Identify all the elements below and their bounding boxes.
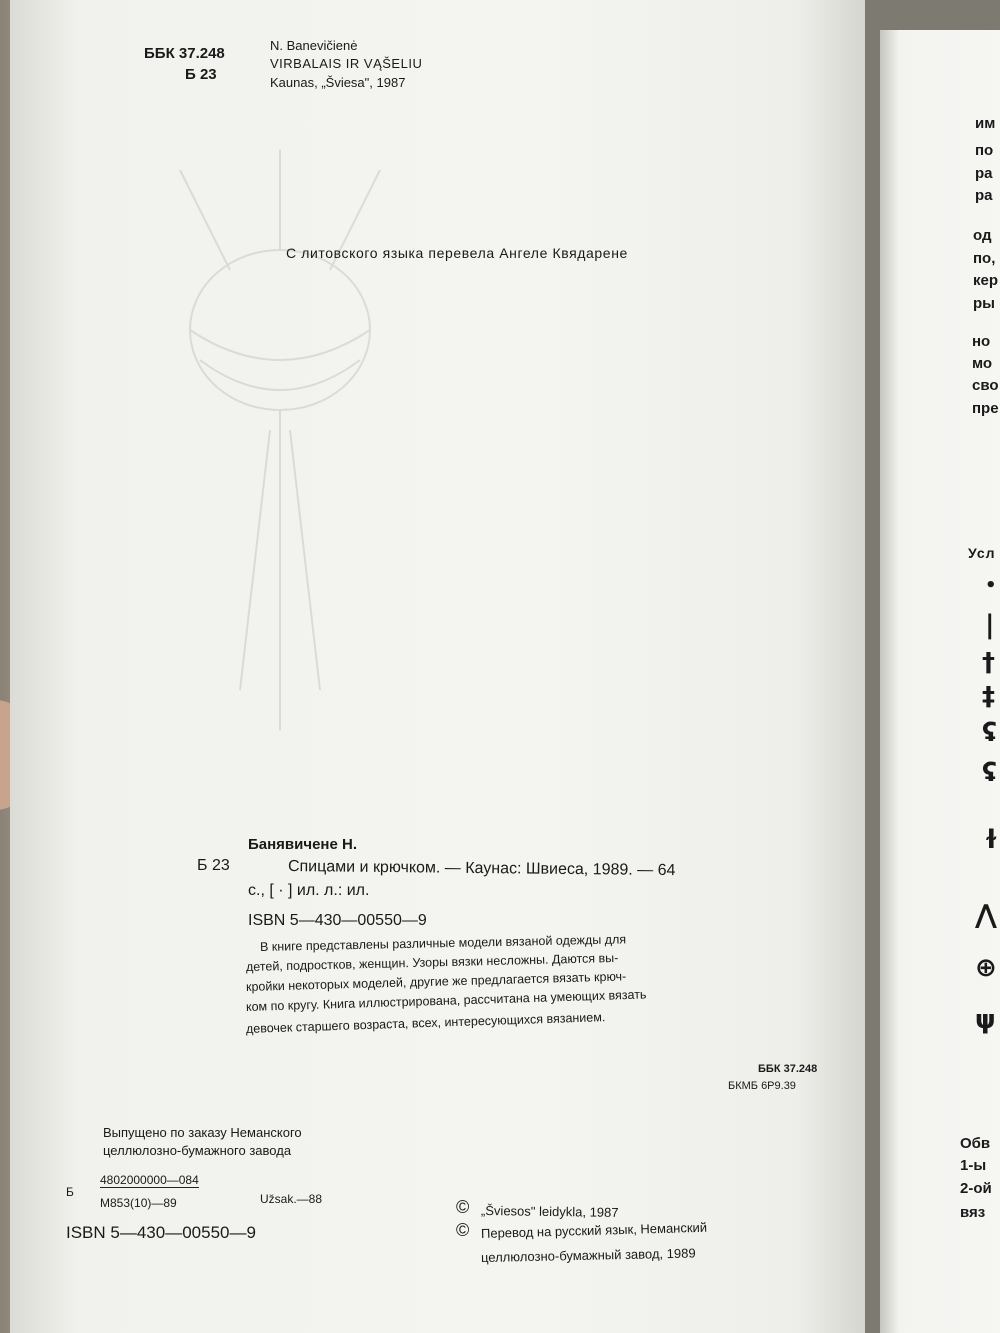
copyright-symbol-2: © xyxy=(456,1220,470,1240)
next-page-text: пре xyxy=(972,400,999,417)
double-crochet-symbol-icon: ‡ xyxy=(982,682,995,712)
next-page-text: сво xyxy=(972,377,999,394)
next-page-bottom-text: 1-ы xyxy=(960,1157,987,1174)
copyright-line-3: целлюлозно-бумажный завод, 1989 xyxy=(480,1245,696,1265)
next-page-bottom-text: вяз xyxy=(960,1204,986,1221)
next-page-text: им xyxy=(975,115,996,132)
original-title: VIRBALAIS IR VĄŠELIU xyxy=(270,56,423,71)
price-code: 4802000000—084 xyxy=(100,1173,199,1187)
shell-symbol-icon: ψ xyxy=(975,1005,996,1035)
next-page-bottom-text: Обв xyxy=(960,1135,991,1152)
m-code: М853(10)—89 xyxy=(100,1196,177,1210)
book-page xyxy=(10,0,865,1333)
dot-symbol-icon: • xyxy=(985,575,997,596)
hook-symbol-icon: ʢ xyxy=(982,718,997,748)
next-page-heading: Усл xyxy=(968,545,996,561)
bbk-code: ББК 37.248 xyxy=(144,45,225,62)
card-bbk: ББК 37.248 xyxy=(758,1063,818,1075)
next-page-text: мо xyxy=(972,355,993,372)
catalog-isbn: ISBN 5—430—00550—9 xyxy=(248,912,427,929)
translator-credit: С литовского языка перевела Ангеле Квядарене xyxy=(286,245,628,261)
copyright-symbol-1: © xyxy=(456,1197,470,1217)
copyright-line-2: Перевод на русский язык, Неманский xyxy=(480,1219,708,1241)
bottom-b: Б xyxy=(66,1185,74,1199)
next-page-text: по, xyxy=(973,250,996,267)
next-page-text: ры xyxy=(973,295,995,312)
catalog-author: Банявичене Н. xyxy=(248,836,357,853)
card-bkmb: БКМБ 6Р9.39 xyxy=(728,1080,796,1092)
next-page-edge xyxy=(880,30,1000,1333)
abstract-line-1: В книге представлены различные модели вязаной одежды для xyxy=(259,932,627,954)
order-line-1: Выпущено по заказу Неманского xyxy=(103,1125,302,1140)
order-number: Užsak.—88 xyxy=(260,1192,323,1206)
next-page-text: од xyxy=(973,227,992,244)
hook-symbol-2-icon: ʢ xyxy=(982,758,997,788)
loop-symbol-icon: ɫ xyxy=(984,825,999,855)
abstract-line-2: детей, подростков, женщин. Узоры вязки несложны. Даются вы- xyxy=(245,950,619,974)
catalog-index: Б 23 xyxy=(185,66,217,83)
next-page-text: ра xyxy=(975,165,993,182)
next-page-text: кер xyxy=(973,272,999,289)
catalog-line-2: с., [ · ] ил. л.: ил. xyxy=(248,882,370,899)
catalog-line-1: Спицами и крючком. — Каунас: Швиеса, 1989. — 64 xyxy=(287,858,676,880)
order-line-2: целлюлозно-бумажного завода xyxy=(103,1143,292,1158)
cluster-symbol-icon: ⊕ xyxy=(975,953,997,983)
abstract-line-4: ком по кругу. Книга иллюстрирована, рассчитана на умеющих вязать xyxy=(245,987,647,1014)
decrease-symbol-icon: ⋀ xyxy=(975,900,997,930)
abstract-line-5: девочек старшего возраста, всех, интересующихся вязанием. xyxy=(245,1010,606,1036)
next-page-text: но xyxy=(972,333,991,350)
next-page-text: по xyxy=(975,142,994,159)
next-page-bottom-text: 2-ой xyxy=(960,1180,992,1197)
bottom-isbn: ISBN 5—430—00550—9 xyxy=(66,1223,256,1242)
next-page-text: ра xyxy=(975,187,993,204)
single-crochet-symbol-icon: † xyxy=(982,648,995,678)
show-through-emblem xyxy=(120,130,440,750)
bar-symbol-icon: | xyxy=(985,610,995,640)
copyright-line-1: „Šviesos" leidykla, 1987 xyxy=(480,1203,619,1220)
original-imprint: Kaunas, „Šviesa", 1987 xyxy=(270,75,406,90)
abstract-line-3: кройки некоторых моделей, другие же предлагается вязать крюч- xyxy=(245,969,627,994)
original-author: N. Banevičienė xyxy=(270,38,358,53)
catalog-card-index: Б 23 xyxy=(197,857,230,874)
